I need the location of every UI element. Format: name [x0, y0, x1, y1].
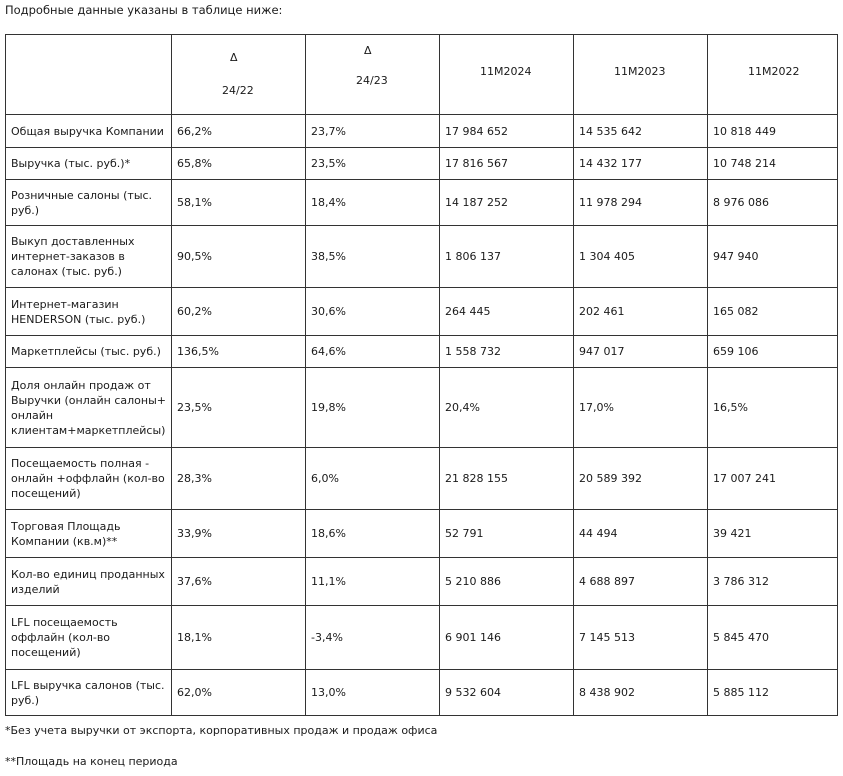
table-row	[6, 180, 838, 226]
row-label: Интернет-магазин HENDERSON (тыс. руб.)	[6, 288, 172, 336]
row-value-11m2023: 20 589 392	[574, 448, 708, 510]
footnote-area: **Площадь на конец периода	[5, 755, 178, 768]
row-value-11m2024: 17 984 652	[440, 115, 574, 148]
row-value-11m2023: 7 145 513	[574, 606, 708, 670]
row-label: Кол-во единиц проданных изделий	[6, 558, 172, 606]
row-label: Выкуп доставленных интернет-заказов в салонах (тыс. руб.)	[6, 226, 172, 288]
row-value-11m2023: 17,0%	[574, 368, 708, 448]
table-row	[6, 558, 838, 606]
row-delta-24-22: 66,2%	[172, 115, 306, 148]
header-period-label: 11M2024	[480, 65, 532, 78]
row-delta-24-23: 30,6%	[306, 288, 440, 336]
header-delta-label: 24/23	[356, 74, 388, 87]
row-value-11m2022: 8 976 086	[708, 180, 838, 226]
row-delta-24-23: -3,4%	[306, 606, 440, 670]
row-value-11m2023: 8 438 902	[574, 670, 708, 716]
row-delta-24-23: 18,4%	[306, 180, 440, 226]
header-period-11m2024	[440, 35, 574, 115]
row-label: Торговая Площадь Компании (кв.м)**	[6, 510, 172, 558]
row-value-11m2024: 17 816 567	[440, 148, 574, 180]
delta-symbol: Δ	[364, 44, 372, 57]
row-value-11m2023: 202 461	[574, 288, 708, 336]
row-delta-24-23: 64,6%	[306, 336, 440, 368]
row-value-11m2023: 44 494	[574, 510, 708, 558]
footnote-revenue: *Без учета выручки от экспорта, корпоративных продаж и продаж офиса	[5, 724, 438, 737]
row-delta-24-22: 37,6%	[172, 558, 306, 606]
table-row	[6, 670, 838, 716]
table-header-row	[6, 35, 838, 115]
row-value-11m2022: 165 082	[708, 288, 838, 336]
row-value-11m2024: 21 828 155	[440, 448, 574, 510]
row-value-11m2024: 9 532 604	[440, 670, 574, 716]
row-value-11m2024: 1 558 732	[440, 336, 574, 368]
row-label: LFL посещаемость оффлайн (кол-во посещений)	[6, 606, 172, 670]
row-value-11m2022: 17 007 241	[708, 448, 838, 510]
row-delta-24-23: 18,6%	[306, 510, 440, 558]
row-value-11m2022: 3 786 312	[708, 558, 838, 606]
row-delta-24-23: 13,0%	[306, 670, 440, 716]
row-value-11m2024: 6 901 146	[440, 606, 574, 670]
row-delta-24-22: 33,9%	[172, 510, 306, 558]
row-delta-24-23: 11,1%	[306, 558, 440, 606]
row-value-11m2022: 947 940	[708, 226, 838, 288]
row-delta-24-22: 58,1%	[172, 180, 306, 226]
row-delta-24-22: 62,0%	[172, 670, 306, 716]
table-row	[6, 148, 838, 180]
header-period-11m2023	[574, 35, 708, 115]
row-value-11m2023: 1 304 405	[574, 226, 708, 288]
row-delta-24-23: 38,5%	[306, 226, 440, 288]
header-period-label: 11M2022	[748, 65, 800, 78]
row-value-11m2024: 5 210 886	[440, 558, 574, 606]
row-value-11m2023: 4 688 897	[574, 558, 708, 606]
table-row	[6, 448, 838, 510]
row-value-11m2022: 5 845 470	[708, 606, 838, 670]
delta-symbol: Δ	[230, 51, 238, 64]
row-value-11m2024: 52 791	[440, 510, 574, 558]
row-value-11m2024: 20,4%	[440, 368, 574, 448]
row-delta-24-22: 23,5%	[172, 368, 306, 448]
table-row	[6, 510, 838, 558]
row-delta-24-23: 23,7%	[306, 115, 440, 148]
row-delta-24-23: 19,8%	[306, 368, 440, 448]
row-delta-24-22: 60,2%	[172, 288, 306, 336]
row-label: Общая выручка Компании	[6, 115, 172, 148]
row-label: LFL выручка салонов (тыс. руб.)	[6, 670, 172, 716]
row-delta-24-22: 65,8%	[172, 148, 306, 180]
table-row	[6, 226, 838, 288]
row-value-11m2023: 14 535 642	[574, 115, 708, 148]
row-value-11m2022: 16,5%	[708, 368, 838, 448]
table-row	[6, 115, 838, 148]
table-row	[6, 336, 838, 368]
row-value-11m2024: 14 187 252	[440, 180, 574, 226]
row-value-11m2022: 659 106	[708, 336, 838, 368]
row-label: Посещаемость полная - онлайн +оффлайн (кол-во посещений)	[6, 448, 172, 510]
row-value-11m2023: 947 017	[574, 336, 708, 368]
header-delta-24-23	[306, 35, 440, 115]
header-period-label: 11M2023	[614, 65, 666, 78]
intro-text: Подробные данные указаны в таблице ниже:	[5, 3, 283, 17]
table-row	[6, 368, 838, 448]
header-period-11m2022	[708, 35, 838, 115]
row-delta-24-23: 23,5%	[306, 148, 440, 180]
row-label: Розничные салоны (тыс. руб.)	[6, 180, 172, 226]
row-value-11m2022: 5 885 112	[708, 670, 838, 716]
row-value-11m2022: 39 421	[708, 510, 838, 558]
row-value-11m2024: 264 445	[440, 288, 574, 336]
header-delta-label: 24/22	[222, 84, 254, 97]
row-delta-24-22: 136,5%	[172, 336, 306, 368]
table-row	[6, 288, 838, 336]
row-value-11m2024: 1 806 137	[440, 226, 574, 288]
row-delta-24-23: 6,0%	[306, 448, 440, 510]
row-delta-24-22: 90,5%	[172, 226, 306, 288]
row-value-11m2023: 11 978 294	[574, 180, 708, 226]
row-label: Маркетплейсы (тыс. руб.)	[6, 336, 172, 368]
row-label: Выручка (тыс. руб.)*	[6, 148, 172, 180]
row-value-11m2022: 10 818 449	[708, 115, 838, 148]
header-empty-cell	[6, 35, 172, 115]
row-value-11m2022: 10 748 214	[708, 148, 838, 180]
metrics-table	[5, 34, 838, 716]
row-label: Доля онлайн продаж от Выручки (онлайн салоны+ онлайн клиентам+маркетплейсы)	[6, 368, 172, 448]
header-delta-24-22	[172, 35, 306, 115]
row-delta-24-22: 28,3%	[172, 448, 306, 510]
row-delta-24-22: 18,1%	[172, 606, 306, 670]
table-row	[6, 606, 838, 670]
row-value-11m2023: 14 432 177	[574, 148, 708, 180]
